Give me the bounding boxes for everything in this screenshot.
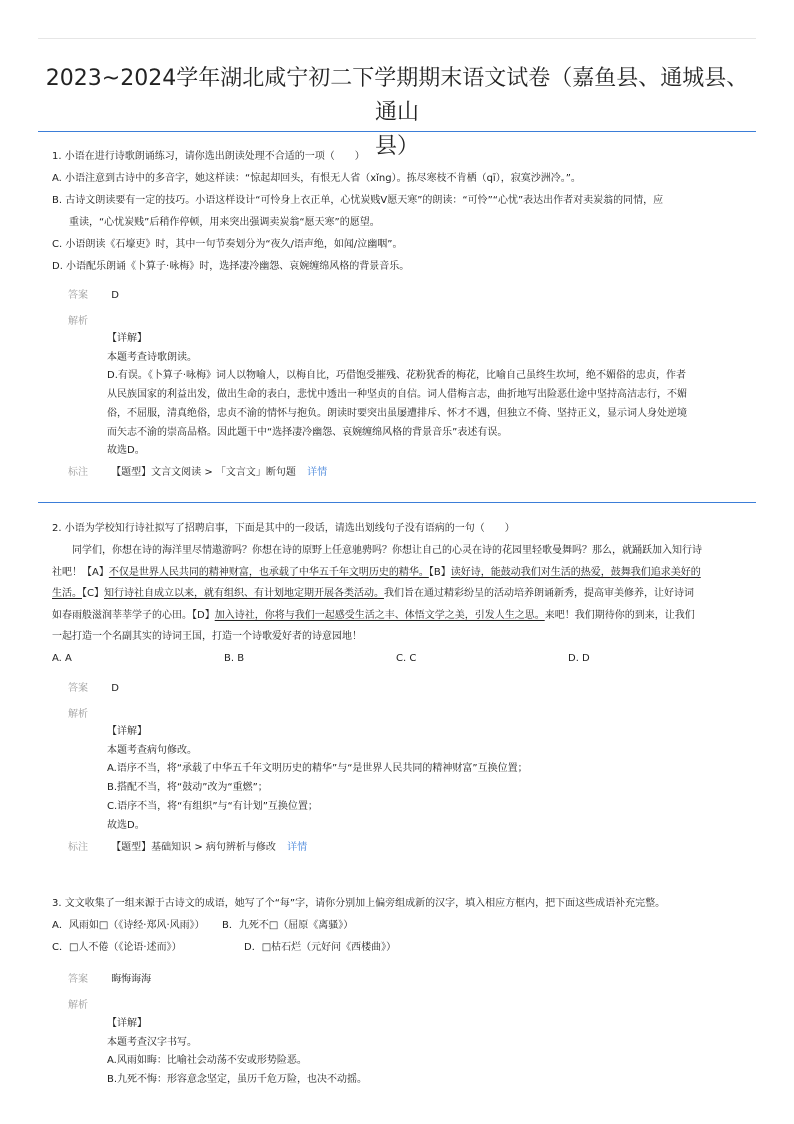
- underlined-sentence-b-end: 生活。: [52, 588, 82, 599]
- question-1-answer-row: [68, 287, 728, 305]
- title-divider: [38, 131, 756, 132]
- question-2-passage-line: 一起打造一个名副其实的诗词王国，打造一个诗歌爱好者的诗意园地！: [52, 631, 362, 642]
- analysis-label: 解析: [68, 1000, 88, 1011]
- question-2-passage-line: [52, 562, 742, 584]
- question-1-tag-row: [68, 464, 327, 482]
- question-2: [52, 518, 742, 670]
- underlined-sentence-b: 读好诗，能鼓动我们对生活的热爱，鼓舞我们追求美好的: [450, 566, 701, 578]
- detail-line: B.搭配不当，将“鼓动”改为“重燃”；: [107, 782, 268, 794]
- question-2-passage-line: [52, 583, 742, 605]
- question-2-analysis-row: [68, 706, 728, 724]
- question-3-answer-row: [68, 971, 728, 989]
- answer-label: 答案: [68, 683, 88, 694]
- sentence-marker: 【B】: [428, 566, 451, 578]
- question-2-option[interactable]: A. A: [52, 652, 72, 664]
- question-2-option[interactable]: C. C: [396, 652, 417, 664]
- question-2-passage-line: [52, 605, 742, 627]
- detail-line: 故选D。: [107, 819, 145, 831]
- detail-heading: 【详解】: [107, 1018, 147, 1029]
- question-1-tag: 【题型】文言文阅读 > 「文言文」断句题: [111, 467, 296, 478]
- answer-label: 答案: [68, 974, 88, 985]
- question-3-option-b: B．九死不□（屈原《离骚》）: [222, 920, 354, 931]
- question-3-option-d: D．□枯石烂（元好问《西楼曲》）: [244, 942, 397, 953]
- passage-text: 我们旨在通过精彩纷呈的活动培养朗诵新秀，提高审美修养，让好诗词: [383, 588, 694, 599]
- question-2-passage-line: 同学们，你想在诗的海洋里尽情遨游吗？你想在诗的原野上任意驰骋吗？你想让自己的心灵在诗的花园里轻歌曼舞吗？那么，就踊跃加入知行诗: [72, 545, 702, 556]
- question-2-option[interactable]: B. B: [224, 652, 245, 664]
- detail-line: 俗，不屈服，清真绝俗，忠贞不渝的情怀与抱负。朗读时要突出虽屡遭排斥、怀才不遇，但独立不倚、坚持正义，显示词人身处逆境: [107, 407, 687, 419]
- question-2-stem: 2. 小语为学校知行诗社拟写了招聘启事，下面是其中的一段话，请选出划线句子没有语病的一句（ ）: [52, 523, 515, 534]
- detail-heading: 【详解】: [107, 333, 147, 344]
- question-2-tag-row: [68, 839, 307, 857]
- question-1-option-b-cont: 重读，“心忧炭贱”后稍作停顿，用来突出强调卖炭翁“愿天寒”的愿望。: [69, 217, 380, 228]
- question-1-analysis-row: [68, 313, 728, 331]
- page-title-line-1: 2023~2024学年湖北咸宁初二下学期期末语文试卷（嘉鱼县、通城县、通山: [45, 66, 749, 125]
- analysis-label: 解析: [68, 316, 88, 327]
- detail-line: 本题考查病句修改。: [107, 744, 197, 756]
- question-2-detail-link[interactable]: 详情: [287, 842, 308, 853]
- question-2-answer: D: [111, 683, 119, 694]
- detail-line: 本题考查诗歌朗读。: [107, 351, 197, 363]
- question-3: [52, 893, 742, 959]
- underlined-sentence-a: 不仅是世界人民共同的精神财富，也承载了中华五千年文明历史的精华。: [108, 566, 429, 578]
- question-1-answer: D: [111, 290, 119, 301]
- detail-line: B.九死不悔：形容意念坚定，虽历千危万险，也决不动摇。: [107, 1074, 368, 1086]
- question-1-detail-link[interactable]: 详情: [307, 467, 328, 478]
- question-3-analysis-row: [68, 997, 728, 1015]
- detail-line: C.语序不当，将“有组织”与“有计划”互换位置；: [107, 800, 318, 812]
- detail-line: A.风雨如晦：比喻社会动荡不安或形势险恶。: [107, 1055, 307, 1067]
- question-2-options: [52, 648, 742, 670]
- detail-line: D.有误。《卜算子·咏梅》词人以物喻人，以梅自比，巧借饱受摧残、花粉犹香的梅花，比喻自己虽终生坎坷，绝不媚俗的忠贞，作者: [107, 370, 687, 382]
- underlined-sentence-c: 知行诗社自成立以来，就有组织、有计划地定期开展各类活动。: [103, 588, 384, 599]
- question-2-option[interactable]: D. D: [568, 652, 590, 664]
- detail-line: 从民族国家的利益出发，做出生命的表白，悲忧中透出一种坚贞的自信。词人借梅言志，曲折地写出险恶仕途中坚持高洁志行，不媚: [107, 389, 687, 401]
- question-2-answer-row: [68, 680, 728, 698]
- question-divider: [38, 502, 756, 503]
- question-3-stem: 3. 文文收集了一组来源于古诗文的成语，她写了个“每”字，请你分别加上偏旁组成新的汉字，填入相应方框内，把下面这些成语补充完整。: [52, 898, 666, 909]
- detail-line: A.语序不当，将“承载了中华五千年文明历史的精华”与“是世界人民共同的精神财富”互换位置；: [107, 763, 528, 775]
- detail-heading: 【详解】: [107, 726, 147, 737]
- question-1-option-b: B. 古诗文朗读要有一定的技巧。小语这样设计“可怜身上衣正单，心忧炭贱V愿天寒”的朗读：“可怜”“心忧”表达出作者对卖炭翁的同情，应: [52, 195, 664, 206]
- page-title-line-2: 县）: [374, 134, 419, 159]
- question-1-stem: 1. 小语在进行诗歌朗诵练习，请你选出朗读处理不合适的一项（ ）: [52, 151, 365, 162]
- tag-label: 标注: [68, 842, 88, 853]
- question-3-options-row: [52, 937, 742, 959]
- question-3-answer: 晦悔诲海: [111, 974, 152, 985]
- question-1-option-d: D. 小语配乐朗诵《卜算子·咏梅》时，选择凄冷幽怨、哀婉缠绵风格的背景音乐。: [52, 261, 410, 272]
- passage-text: 来吧！我们期待你的到来，让我们: [544, 609, 695, 621]
- question-1: [52, 146, 742, 278]
- question-3-option-a: A．风雨如□（《诗经·郑风·风雨》）: [52, 920, 205, 931]
- answer-label: 答案: [68, 290, 88, 301]
- question-1-option-a: A. 小语注意到古诗中的多音字，她这样读：“惊起却回头，有恨无人省（xǐng）。拣尽寒枝不肯栖（qī），寂寞沙洲冷。”。: [52, 173, 581, 184]
- top-divider: [38, 38, 756, 39]
- tag-label: 标注: [68, 467, 88, 478]
- question-3-detail: [107, 1015, 722, 1090]
- detail-line: 而矢志不渝的崇高品格。因此题干中“选择凄冷幽怨、哀婉缠绵风格的背景音乐”表述有误。: [107, 426, 508, 438]
- question-1-option-c: C. 小语朗读《石壕吏》时，其中一句节奏划分为“夜久/语声绝，如闻/泣幽咽”。: [52, 239, 403, 250]
- underlined-sentence-d: 加入诗社，你将与我们一起感受生活之丰、体悟文学之美，引发人生之思。: [214, 609, 545, 621]
- question-1-detail: [107, 330, 722, 461]
- detail-line: 本题考查汉字书写。: [107, 1036, 197, 1048]
- analysis-label: 解析: [68, 709, 88, 720]
- sentence-marker: 社吧！【A】: [52, 566, 109, 578]
- passage-text: 如春雨般滋润莘莘学子的心田。【D】: [52, 609, 215, 621]
- detail-line: 故选D。: [107, 445, 145, 457]
- question-3-options-row: [52, 915, 742, 937]
- question-3-option-c: C．□人不倦（《论语·述而》）: [52, 942, 182, 953]
- sentence-marker: 【C】: [82, 588, 104, 599]
- question-2-detail: [107, 723, 722, 835]
- question-2-tag: 【题型】基础知识 > 病句辨析与修改: [111, 842, 276, 853]
